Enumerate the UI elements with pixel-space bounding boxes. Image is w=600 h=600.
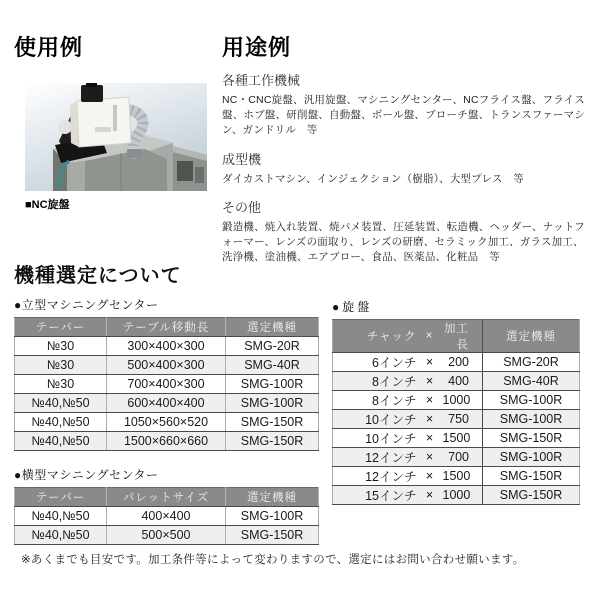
table-row — [333, 372, 580, 391]
molding-machines-text: ダイカストマシン、インジェクション（樹脂）、大型プレス 等 — [222, 172, 525, 185]
collector-motor-icon — [81, 83, 103, 102]
cell-taper: №30 — [15, 375, 107, 394]
disclaimer-note: ※あくまでも目安です。加工条件等によって変わりますので、選定にはお問い合わせ願います。 — [21, 554, 525, 566]
cell-length: 1000 — [443, 391, 483, 410]
horizontal-mc-label: ●横型マシニングセンター — [14, 468, 159, 482]
cell-model: SMG-150R — [226, 413, 319, 432]
cell-times: × — [417, 429, 443, 448]
cell-length: 1500 — [443, 429, 483, 448]
cell-model: SMG-100R — [483, 448, 580, 467]
header-chuck: チャック — [333, 320, 417, 353]
cell-chuck: 8インチ — [333, 372, 417, 391]
cell-taper: №40,№50 — [15, 526, 107, 545]
header-taper: テーパー — [15, 488, 107, 507]
cell-model: SMG-100R — [483, 410, 580, 429]
lathe-block — [332, 298, 579, 505]
cell-taper: №30 — [15, 337, 107, 356]
cell-times: × — [417, 353, 443, 372]
photo-caption: ■NC旋盤 — [25, 199, 70, 211]
other-applications-text: 鍛造機、焼入れ装置、焼バメ装置、圧延装置、転造機、ヘッダー、ナットフォーマー、レンズの面取り、レンズの研磨、セラミック加工、ガラス加工、洗浄機、塗油機、エアブロー、食品、医薬品、化粧品 等 — [222, 220, 585, 264]
machine-tools-text: NC・CNC旋盤、汎用旋盤、マシニングセンター、NCフライス盤、フライス盤、ホブ盤、研削盤、自動盤、ボール盤、ブローチ盤、トランスファーマシン、ガンドリル 等 — [222, 94, 586, 137]
table-header-row — [15, 318, 319, 337]
cell-model: SMG-20R — [226, 337, 319, 356]
cell-length: 750 — [443, 410, 483, 429]
cell-length: 1000 — [443, 486, 483, 505]
table-row — [333, 391, 580, 410]
table-row — [15, 432, 319, 451]
vertical-machining-center-block — [14, 296, 318, 451]
horizontal-machining-center-block — [14, 466, 318, 545]
cell-taper: №40,№50 — [15, 432, 107, 451]
table-row — [333, 467, 580, 486]
cell-model: SMG-150R — [483, 429, 580, 448]
cell-times: × — [417, 410, 443, 429]
cell-model: SMG-40R — [483, 372, 580, 391]
cell-model: SMG-100R — [226, 394, 319, 413]
cell-length: 400 — [443, 372, 483, 391]
cell-travel: 500×400×300 — [107, 356, 226, 375]
applications-list — [222, 66, 594, 266]
cell-chuck: 10インチ — [333, 410, 417, 429]
header-work-length: 加工長 — [443, 320, 483, 353]
selection-section-title: 機種選定について — [14, 265, 182, 287]
table-row — [333, 410, 580, 429]
machine-tools-label: 各種工作機械 — [222, 73, 301, 88]
vertical-mc-label: ●立型マシニングセンター — [14, 298, 159, 312]
cell-model: SMG-20R — [483, 353, 580, 372]
vertical-mc-table — [14, 317, 319, 451]
cell-model: SMG-40R — [226, 356, 319, 375]
molding-machines-label: 成型機 — [222, 151, 262, 167]
cell-model: SMG-150R — [226, 526, 319, 545]
table-row — [15, 413, 319, 432]
table-header-row — [15, 488, 319, 507]
header-times: × — [417, 320, 443, 353]
cell-taper: №40,№50 — [15, 507, 107, 526]
horizontal-mc-table — [14, 487, 319, 545]
cell-model: SMG-150R — [483, 486, 580, 505]
cell-travel: 300×400×300 — [107, 337, 226, 356]
table-row — [15, 526, 319, 545]
usage-section-title: 使用例 — [14, 35, 84, 60]
mist-collector-unit — [70, 97, 131, 147]
cell-times: × — [417, 391, 443, 410]
cell-taper: №30 — [15, 356, 107, 375]
cell-travel: 1050×560×520 — [107, 413, 226, 432]
table-row — [333, 353, 580, 372]
header-selected-model: 選定機種 — [226, 318, 319, 337]
table-row — [333, 486, 580, 505]
cell-taper: №40,№50 — [15, 413, 107, 432]
table-row — [15, 394, 319, 413]
header-selected-model: 選定機種 — [226, 488, 319, 507]
cell-length: 1500 — [443, 467, 483, 486]
cell-model: SMG-100R — [226, 507, 319, 526]
cell-chuck: 12インチ — [333, 467, 417, 486]
header-table-travel: テーブル移動長 — [107, 318, 226, 337]
table-row — [15, 507, 319, 526]
cell-pallet: 500×500 — [107, 526, 226, 545]
nc-lathe-photo-illustration — [25, 83, 207, 191]
cell-chuck: 10インチ — [333, 429, 417, 448]
cell-length: 200 — [443, 353, 483, 372]
cell-times: × — [417, 448, 443, 467]
cell-chuck: 6インチ — [333, 353, 417, 372]
cell-travel: 600×400×400 — [107, 394, 226, 413]
other-applications-label: その他 — [222, 199, 262, 215]
cell-chuck: 15インチ — [333, 486, 417, 505]
cell-length: 700 — [443, 448, 483, 467]
cell-model: SMG-150R — [226, 432, 319, 451]
header-pallet-size: パレットサイズ — [107, 488, 226, 507]
cell-model: SMG-150R — [483, 467, 580, 486]
table-row — [333, 429, 580, 448]
header-taper: テーパー — [15, 318, 107, 337]
cell-model: SMG-100R — [226, 375, 319, 394]
applications-section-title: 用途例 — [222, 35, 292, 60]
cell-travel: 1500×660×660 — [107, 432, 226, 451]
table-row — [333, 448, 580, 467]
cell-times: × — [417, 372, 443, 391]
table-row — [15, 356, 319, 375]
cell-times: × — [417, 486, 443, 505]
cell-travel: 700×400×300 — [107, 375, 226, 394]
cell-chuck: 12インチ — [333, 448, 417, 467]
cell-pallet: 400×400 — [107, 507, 226, 526]
cell-chuck: 8インチ — [333, 391, 417, 410]
nc-lathe-photo — [25, 83, 207, 191]
table-row — [15, 337, 319, 356]
lathe-label: ●旋盤 — [332, 300, 373, 314]
table-row — [15, 375, 319, 394]
table-header-row — [333, 320, 580, 353]
cell-model: SMG-100R — [483, 391, 580, 410]
header-selected-model: 選定機種 — [483, 320, 580, 353]
cell-times: × — [417, 467, 443, 486]
cell-taper: №40,№50 — [15, 394, 107, 413]
lathe-table — [332, 319, 580, 505]
